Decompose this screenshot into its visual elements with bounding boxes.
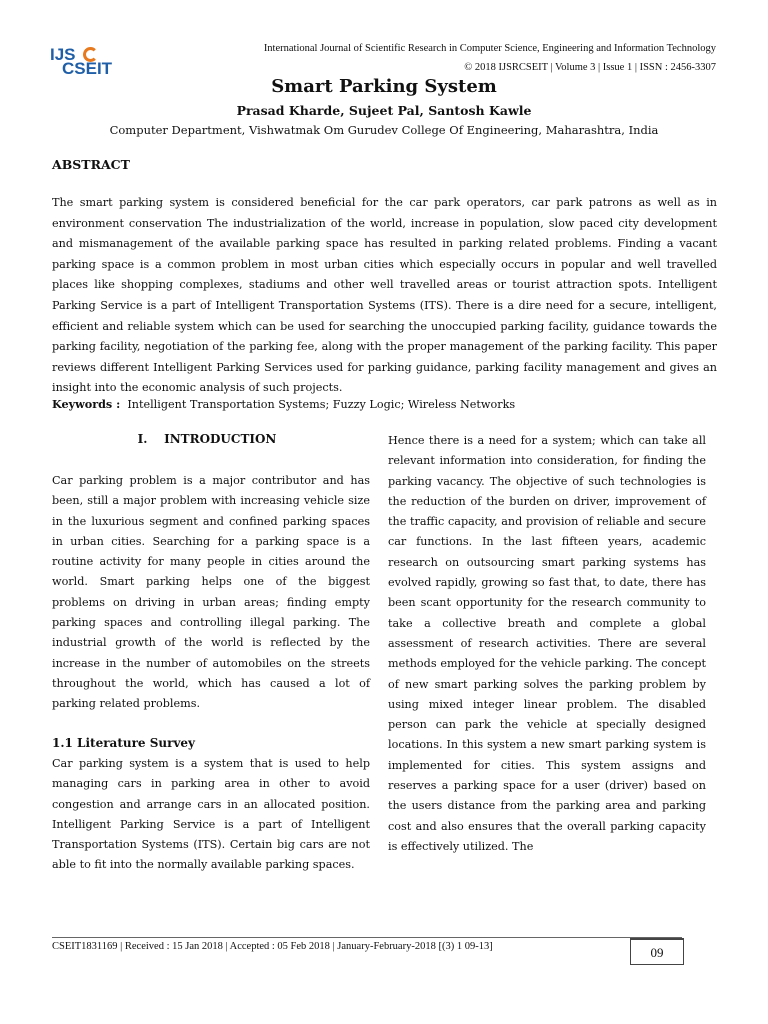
abstract-heading: ABSTRACT bbox=[52, 157, 130, 172]
keywords-line bbox=[52, 397, 717, 411]
logo-text-top: IJS bbox=[50, 45, 76, 64]
page-number: 09 bbox=[630, 938, 684, 965]
abstract-text: The smart parking system is considered beneficial for the car park operators, car park patrons as well as in environment conservation The industrialization of the world, increase in population, slow paced city development and mismanagement of the available parking space has resulted in parking related problems. Finding a vacant parking space is a common problem in most urban cities which especially occurs in popular and well travelled places like shopping complexes, stadiums and other well travelled areas or tourist attraction spots. Intelligent Parking Service is a part of Intelligent Transportation Systems (ITS). There is a dire need for a secure, intelligent, efficient and reliable system which can be used for searching the unoccupied parking facility, guidance towards the parking facility, negotiation of the parking fee, along with the proper management of the parking facility. This paper reviews different Intelligent Parking Services used for parking guidance, parking facility management and gives an insight into the economic analysis of such projects. bbox=[52, 196, 717, 395]
paper-title: Smart Parking System bbox=[271, 76, 497, 97]
intro-paragraph-right-column: Hence there is a need for a system; which can take all relevant information into consideration, for finding the parking vacancy. The objective of such technologies is the reduction of the burden on driver, improvement of the traffic capacity, and provision of reliable and secure car functions. In the last fifteen years, academic research on outsourcing smart parking systems has evolved rapidly, growing so fast that, to date, there has been scant opportunity for the research community to take a collective breath and complete a global assessment of research activities. There are several methods employed for the vehicle parking. The concept of new smart parking solves the parking problem by using mixed integer linear problem. The disabled person can park the vehicle at specially designed locations. In this system a new smart parking system is implemented for cities. This system assigns and reserves a parking space for a user (driver) based on the users distance from the parking area and parking cost and also ensures that the overall parking capacity is effectively utilized. The bbox=[388, 434, 706, 853]
keywords-label: Keywords : bbox=[52, 397, 121, 411]
keywords-list: Intelligent Transportation Systems; Fuzzy Logic; Wireless Networks bbox=[127, 398, 516, 411]
intro-paragraph-1: Car parking problem is a major contributor and has been, still a major problem with increasing vehicle size in the luxurious segment and confined parking spaces in urban cities. Searching for a parking space is a routine activity for many people in cities around the world. Smart parking helps one of the biggest problems on driving in urban areas; finding empty parking spaces and controlling illegal parking. The industrial growth of the world is reflected by the increase in the number of automobiles on the streets throughout the world, which has caused a lot of parking related problems. bbox=[52, 474, 370, 711]
footer-citation: CSEIT1831169 | Received : 15 Jan 2018 | Accepted : 05 Feb 2018 | January-February-2018 [(3) 1 09-13] bbox=[52, 941, 493, 952]
subsection-heading-literature-survey: 1.1 Literature Survey bbox=[52, 736, 196, 750]
journal-name: International Journal of Scientific Research in Computer Science, Engineering and Information Technology bbox=[263, 43, 716, 54]
footer-divider bbox=[52, 937, 682, 938]
section-heading-introduction: I. INTRODUCTION bbox=[137, 432, 277, 446]
journal-meta: © 2018 IJSRCSEIT | Volume 3 | Issue 1 | ISSN : 2456-3307 bbox=[464, 62, 716, 73]
logo-text-bottom: CSEIT bbox=[62, 59, 113, 78]
paper-affiliation: Computer Department, Vishwatmak Om Gurudev College Of Engineering, Maharashtra, India bbox=[109, 123, 659, 137]
paper-authors: Prasad Kharde, Sujeet Pal, Santosh Kawle bbox=[236, 103, 532, 118]
literature-paragraph: Car parking system is a system that is used to help managing cars in parking area in other to avoid congestion and arrange cars in an allocated position. Intelligent Parking Service is a part of Intelligent Transportation Systems (ITS). Certain big cars are not able to fit into the normally available parking spaces. bbox=[52, 757, 370, 872]
